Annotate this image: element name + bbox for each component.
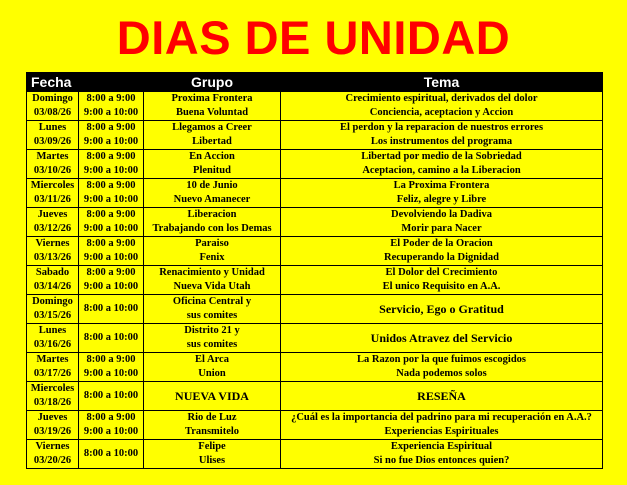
grupo-text: Libertad: [192, 136, 232, 147]
tema-text: Unidos Atravez del Servicio: [370, 331, 513, 345]
fecha-cell: [27, 150, 79, 179]
fecha-text: 03/11/26: [34, 194, 71, 205]
header-hora: [79, 73, 144, 92]
hora-text: 8:00 a 9:00: [86, 238, 136, 249]
fecha-cell: [27, 324, 79, 353]
fecha-text: Jueves: [37, 412, 68, 423]
tema-text: Servicio, Ego o Gratitud: [379, 302, 504, 316]
fecha-cell: [27, 237, 79, 266]
grupo-text: En Accion: [189, 151, 235, 162]
tema-text: Libertad por medio de la Sobriedad: [361, 151, 522, 162]
grupo-cell: [144, 324, 281, 353]
tema-text: Nada podemos solos: [396, 368, 487, 379]
grupo-cell: [144, 179, 281, 208]
table-row: [27, 324, 603, 353]
tema-text: Crecimiento espiritual, derivados del dolor: [345, 93, 538, 104]
hora-cell: [79, 121, 144, 150]
grupo-cell: [144, 353, 281, 382]
tema-text: El unico Requisito en A.A.: [382, 281, 501, 292]
fecha-cell: [27, 411, 79, 440]
hora-cell: [79, 208, 144, 237]
grupo-text: 10 de Junio: [186, 180, 238, 191]
hora-cell: [79, 295, 144, 324]
table-row: [27, 266, 603, 295]
grupo-text: Ulises: [198, 455, 226, 466]
hora-cell: [79, 324, 144, 353]
hora-text: 8:00 a 10:00: [83, 448, 139, 459]
table-row: [27, 411, 603, 440]
tema-cell: [281, 121, 603, 150]
hora-text: 8:00 a 9:00: [86, 209, 136, 220]
header-fecha: Fecha: [27, 73, 79, 92]
table-row: [27, 208, 603, 237]
tema-cell: [281, 92, 603, 121]
grupo-cell: [144, 237, 281, 266]
grupo-cell: [144, 208, 281, 237]
grupo-text: Liberacion: [187, 209, 237, 220]
fecha-text: 03/19/26: [33, 426, 72, 437]
hora-text: 8:00 a 9:00: [86, 267, 136, 278]
fecha-text: Lunes: [38, 122, 67, 133]
fecha-text: Lunes: [38, 325, 67, 336]
table-row: [27, 121, 603, 150]
grupo-text: Distrito 21 y: [184, 325, 240, 336]
fecha-text: 03/08/26: [33, 107, 72, 118]
grupo-text: Paraiso: [195, 238, 229, 249]
tema-cell: [281, 411, 603, 440]
fecha-text: Jueves: [37, 209, 68, 220]
grupo-text: Trabajando con los Demas: [152, 223, 272, 234]
grupo-text: Union: [198, 368, 226, 379]
tema-text: Experiencia Espiritual: [390, 441, 493, 452]
tema-text: La Razon por la que fuimos escogidos: [357, 354, 526, 365]
grupo-text: Buena Voluntad: [175, 107, 249, 118]
hora-text: 8:00 a 10:00: [83, 332, 139, 343]
tema-text: Feliz, alegre y Libre: [396, 194, 487, 205]
fecha-text: 03/12/26: [33, 223, 72, 234]
tema-text: Morir para Nacer: [401, 223, 482, 234]
grupo-text: Plenitud: [193, 165, 231, 176]
tema-text: El perdon y la reparacion de nuestros errores: [339, 122, 544, 133]
fecha-text: 03/17/26: [33, 368, 72, 379]
hora-text: 8:00 a 9:00: [86, 122, 136, 133]
fecha-text: 03/16/26: [33, 339, 72, 350]
grupo-text: Felipe: [198, 441, 226, 452]
tema-cell: [281, 353, 603, 382]
hora-text: 8:00 a 9:00: [86, 151, 136, 162]
fecha-text: Martes: [36, 151, 69, 162]
hora-text: 8:00 a 10:00: [83, 390, 139, 401]
tema-text: Si no fue Dios entonces quien?: [373, 455, 510, 466]
grupo-text: sus comites: [186, 310, 238, 321]
grupo-text: Nuevo Amanecer: [173, 194, 251, 205]
fecha-text: Miercoles: [30, 383, 75, 394]
fecha-text: 03/20/26: [33, 455, 72, 466]
tema-text: Recuperando la Dignidad: [384, 252, 499, 263]
fecha-text: 03/14/26: [33, 281, 72, 292]
fecha-text: 03/10/26: [33, 165, 72, 176]
fecha-cell: [27, 208, 79, 237]
tema-cell: [281, 208, 603, 237]
tema-cell: [281, 324, 603, 353]
table-row: [27, 295, 603, 324]
grupo-text: Nueva Vida Utah: [173, 281, 251, 292]
hora-cell: [79, 150, 144, 179]
hora-text: 9:00 a 10:00: [83, 194, 139, 205]
fecha-text: 03/09/26: [33, 136, 72, 147]
tema-text: El Dolor del Crecimiento: [385, 267, 498, 278]
tema-text: Experiencias Espirituales: [384, 426, 499, 437]
hora-text: 9:00 a 10:00: [83, 252, 139, 263]
grupo-cell: [144, 92, 281, 121]
tema-text: ¿Cuál es la importancia del padrino para mi recuperación en A.A.?: [291, 412, 592, 423]
tema-cell: [281, 179, 603, 208]
header-row: [27, 73, 603, 92]
grupo-text: Rio de Luz: [187, 412, 237, 423]
tema-cell: [281, 237, 603, 266]
hora-text: 9:00 a 10:00: [83, 165, 139, 176]
fecha-text: 03/18/26: [33, 397, 72, 408]
hora-text: 9:00 a 10:00: [83, 136, 139, 147]
schedule-body: [27, 92, 603, 469]
grupo-text: Transmitelo: [184, 426, 240, 437]
hora-cell: [79, 382, 144, 411]
fecha-text: Miercoles: [30, 180, 75, 191]
tema-cell: [281, 382, 603, 411]
fecha-text: Martes: [36, 354, 69, 365]
table-row: [27, 179, 603, 208]
tema-text: Devolviendo la Dadiva: [391, 209, 492, 220]
hora-cell: [79, 266, 144, 295]
table-row: [27, 150, 603, 179]
fecha-cell: [27, 382, 79, 411]
hora-text: 8:00 a 9:00: [86, 354, 136, 365]
grupo-text: Oficina Central y: [172, 296, 252, 307]
hora-text: 8:00 a 10:00: [83, 303, 139, 314]
fecha-cell: [27, 121, 79, 150]
grupo-cell: [144, 382, 281, 411]
hora-text: 9:00 a 10:00: [83, 368, 139, 379]
tema-text: Aceptacion, camino a la Liberacion: [362, 165, 521, 176]
grupo-text: sus comites: [186, 339, 238, 350]
fecha-text: Domingo: [32, 296, 73, 307]
table-row: [27, 237, 603, 266]
fecha-text: Domingo: [32, 93, 73, 104]
fecha-cell: [27, 353, 79, 382]
grupo-cell: [144, 295, 281, 324]
grupo-text: NUEVA VIDA: [175, 389, 249, 403]
fecha-text: 03/13/26: [33, 252, 72, 263]
hora-cell: [79, 237, 144, 266]
hora-cell: [79, 440, 144, 469]
fecha-cell: [27, 440, 79, 469]
fecha-text: Viernes: [35, 238, 70, 249]
tema-text: El Poder de la Oracion: [390, 238, 493, 249]
tema-text: RESEÑA: [417, 389, 466, 403]
tema-cell: [281, 266, 603, 295]
grupo-text: Llegamos a Creer: [172, 122, 252, 133]
page-title: DIAS DE UNIDAD: [116, 11, 511, 64]
fecha-text: Sabado: [35, 267, 70, 278]
grupo-cell: [144, 266, 281, 295]
table-row: [27, 440, 603, 469]
hora-text: 9:00 a 10:00: [83, 107, 139, 118]
fecha-cell: [27, 266, 79, 295]
hora-text: 8:00 a 9:00: [86, 412, 136, 423]
fecha-cell: [27, 179, 79, 208]
grupo-cell: [144, 411, 281, 440]
fecha-text: 03/15/26: [33, 310, 72, 321]
grupo-cell: [144, 121, 281, 150]
hora-text: 9:00 a 10:00: [83, 281, 139, 292]
grupo-text: Renacimiento y Unidad: [159, 267, 265, 278]
tema-text: Conciencia, aceptacion y Accion: [369, 107, 514, 118]
header-tema: Tema: [281, 73, 603, 92]
table-row: [27, 353, 603, 382]
table-row: [27, 92, 603, 121]
hora-text: 8:00 a 9:00: [86, 93, 136, 104]
tema-cell: [281, 295, 603, 324]
tema-text: La Proxima Frontera: [393, 180, 490, 191]
hora-cell: [79, 353, 144, 382]
grupo-text: El Arca: [195, 354, 229, 365]
fecha-text: Viernes: [35, 441, 70, 452]
fecha-cell: [27, 92, 79, 121]
header-grupo: Grupo: [144, 73, 281, 92]
fecha-cell: [27, 295, 79, 324]
table-row: [27, 382, 603, 411]
hora-text: 9:00 a 10:00: [83, 426, 139, 437]
hora-cell: [79, 179, 144, 208]
hora-cell: [79, 411, 144, 440]
hora-cell: [79, 92, 144, 121]
grupo-cell: [144, 150, 281, 179]
grupo-text: Proxima Frontera: [171, 93, 253, 104]
hora-text: 9:00 a 10:00: [83, 223, 139, 234]
tema-text: Los instrumentos del programa: [370, 136, 513, 147]
grupo-cell: [144, 440, 281, 469]
grupo-text: Fenix: [199, 252, 225, 263]
hora-text: 8:00 a 9:00: [86, 180, 136, 191]
schedule-table: [26, 72, 603, 469]
tema-cell: [281, 440, 603, 469]
tema-cell: [281, 150, 603, 179]
